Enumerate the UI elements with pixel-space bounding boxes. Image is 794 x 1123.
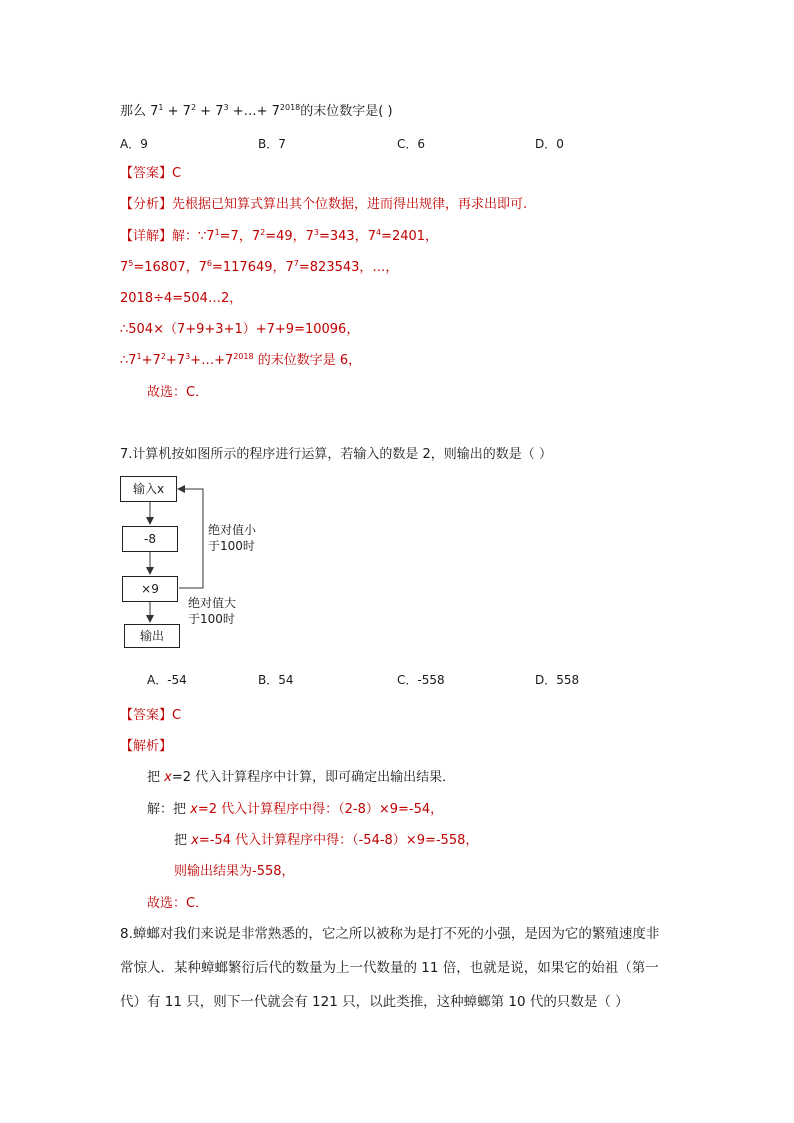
q7-stem: 7.计算机按如图所示的程序进行运算，若输入的数是 2，则输出的数是（ ） [120,447,552,462]
flow-minus-box: -8 [122,526,178,552]
q6-choice-a: A．9 [120,137,148,151]
arrow-loop-back [178,489,203,588]
q6-detail-line3: 2018÷4=504…2， [120,291,243,306]
q6-choice-c: C．6 [397,137,426,151]
q8-line2: 常惊人．某种蟑螂繁衍后代的数量为上一代数量的 11 倍，也就是说，如果它的始祖（第一 [120,960,659,976]
q7-solution-line3: 把 x=-54 代入计算程序中得：（-54-8）×9=-558， [174,833,479,848]
q7-choice-a: A．-54 [147,673,187,687]
q8-line3: 代）有 11 只，则下一代就会有 121 只，以此类推，这种蟑螂第 10 代的只数是（ ） [120,994,629,1010]
q6-detail-line5: $\therefore 7^1+7^2+7^3+\dots+7^{2018}$ 的末位数字是 6， [120,352,362,368]
flow-input-box: 输入x [120,476,177,502]
q7-choice-c: C．-558 [397,673,445,687]
q6-detail-line6: 故选：C． [147,385,209,400]
q7-answer: 【答案】C [120,708,182,723]
q7-solution-line2: 解：把 x=2 代入计算程序中得：（2-8）×9=-54， [147,802,444,817]
flow-loop-label: 绝对值小 于100时 [208,523,257,553]
q7-choice-d: D．558 [535,673,580,687]
q6-answer: 【答案】C [120,166,182,181]
q7-solution-label: 【解析】 [120,739,173,754]
flow-output-box: 输出 [124,624,180,648]
q7-solution-line4: 则输出结果为-558， [174,864,295,879]
q6-detail-line1: 【详解】解：$\because 7^1=7$，$7^2=49$，$7^3=343$，$7^4=2401$， [120,228,439,244]
q6-choice-d: D．0 [535,137,564,151]
q7-solution-line5: 故选：C． [147,896,209,911]
q6-analysis: 【分析】先根据已知算式算出其个位数据，进而得出规律，再求出即可. [120,197,528,212]
q6-stem: 那么 $7^1 + 7^2 + 7^3$ +…+ $7^{2018}$的末位数字是( ) [120,103,393,119]
flow-times-box: ×9 [122,576,178,602]
q7-choice-b: B．54 [258,673,294,687]
q7-solution-line1: 把 x=2 代入计算程序中计算，即可确定出输出结果． [147,770,456,785]
q6-detail-line2: $7^5=16807$，$7^6=117649$，$7^7=823543$，…， [120,259,399,275]
q6-detail-line4: ∴504×（7+9+3+1）+7+9=10096， [120,322,360,337]
flow-exit-label: 绝对值大 于100时 [188,596,237,626]
q6-choice-b: B．7 [258,137,286,151]
q8-line1: 8.蟑螂对我们来说是非常熟悉的，它之所以被称为是打不死的小强，是因为它的繁殖速度非 [120,926,660,942]
